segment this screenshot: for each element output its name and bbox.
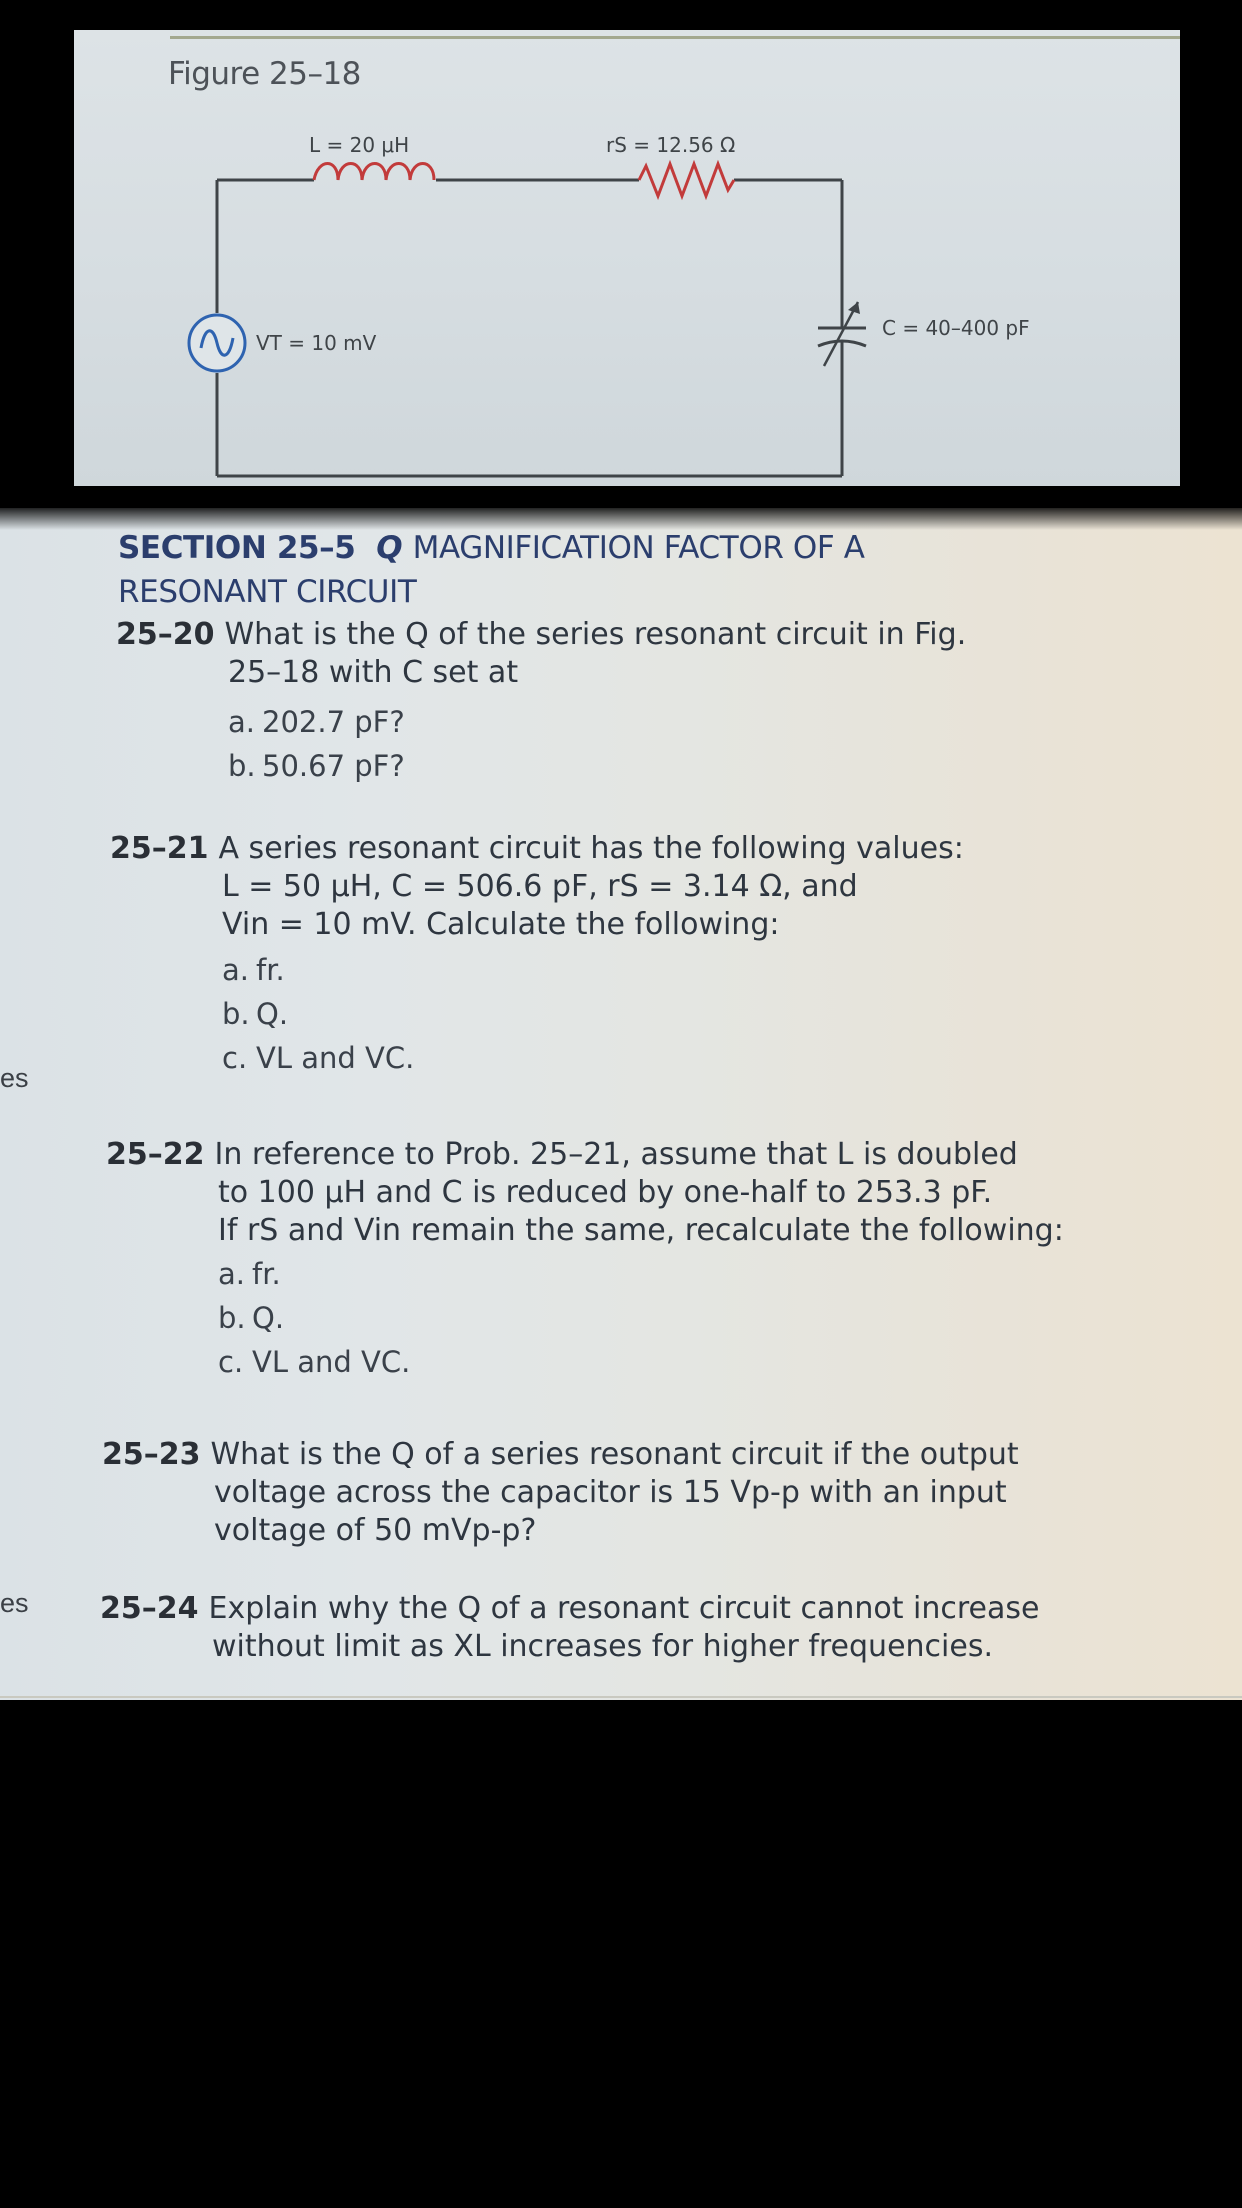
- problem-line: Vin = 10 mV. Calculate the following:: [222, 907, 780, 942]
- resistor-label-text: rS = 12.56 Ω: [606, 133, 736, 157]
- margin-text-2: es: [0, 1588, 29, 1618]
- choice-item: c. VL and VC.: [218, 1345, 411, 1379]
- problem-25-22: [106, 1136, 1166, 1384]
- choice-item: b. Q.: [222, 997, 289, 1031]
- capacitor-arrowhead: [848, 302, 860, 314]
- textbook-page: [0, 508, 1242, 1700]
- problem-line: L = 50 μH, C = 506.6 pF, rS = 3.14 Ω, and: [222, 869, 858, 904]
- section-title: MAGNIFICATION FACTOR OF A: [412, 530, 865, 566]
- inductor-coil: [314, 164, 434, 181]
- section-number: SECTION 25–5: [118, 530, 356, 566]
- problem-line: What is the Q of a series resonant circuit if the output: [210, 1437, 1019, 1472]
- choice-item: a. fr.: [218, 1257, 281, 1291]
- page-bottom-edge: [0, 1696, 1242, 1698]
- problem-25-24: [100, 1590, 1190, 1666]
- problem-25-23: [102, 1436, 1182, 1550]
- problem-line: 25–18 with C set at: [228, 655, 519, 690]
- problem-line: Explain why the Q of a resonant circuit cannot increase: [208, 1591, 1040, 1626]
- problem-line: voltage of 50 mVp-p?: [214, 1513, 537, 1548]
- problem-line: In reference to Prob. 25–21, assume that L is doubled: [214, 1137, 1018, 1172]
- figure-title: Figure 25–18: [168, 56, 361, 92]
- problem-number: 25–23: [102, 1437, 201, 1472]
- choice-item: c. VL and VC.: [222, 1041, 415, 1075]
- capacitor-label-text: C = 40–400 pF: [882, 316, 1030, 340]
- source-label-text: VT = 10 mV: [256, 331, 377, 355]
- section-heading: [118, 526, 1118, 614]
- problem-line: to 100 μH and C is reduced by one-half to 253.3 pF.: [218, 1175, 993, 1210]
- problem-number: 25–20: [116, 617, 215, 652]
- inductor-label-text: L = 20 μH: [309, 133, 410, 157]
- problem-line: voltage across the capacitor is 15 Vp-p with an input: [214, 1475, 1007, 1510]
- circuit-diagram: [74, 30, 1180, 486]
- problem-line: without limit as XL increases for higher frequencies.: [212, 1629, 993, 1664]
- problem-number: 25–24: [100, 1591, 199, 1626]
- choice-item: a. fr.: [222, 953, 285, 987]
- problem-25-21: [110, 830, 1150, 1080]
- problem-line: A series resonant circuit has the following values:: [218, 831, 964, 866]
- choice-item: a. 202.7 pF?: [228, 705, 405, 739]
- choice-item: b. 50.67 pF?: [228, 749, 405, 783]
- choice-item: b. Q.: [218, 1301, 285, 1335]
- problem-line: What is the Q of the series resonant circuit in Fig.: [224, 617, 967, 652]
- problem-25-20: [116, 616, 1116, 788]
- problem-number: 25–22: [106, 1137, 205, 1172]
- resistor-zigzag: [639, 164, 734, 196]
- problem-line: If rS and Vin remain the same, recalculate the following:: [218, 1213, 1064, 1248]
- section-title-line2: RESONANT CIRCUIT: [118, 574, 417, 610]
- problem-number: 25–21: [110, 831, 209, 866]
- section-q: Q: [376, 530, 403, 566]
- margin-text-1: es: [0, 1063, 29, 1093]
- figure-card: [74, 30, 1180, 486]
